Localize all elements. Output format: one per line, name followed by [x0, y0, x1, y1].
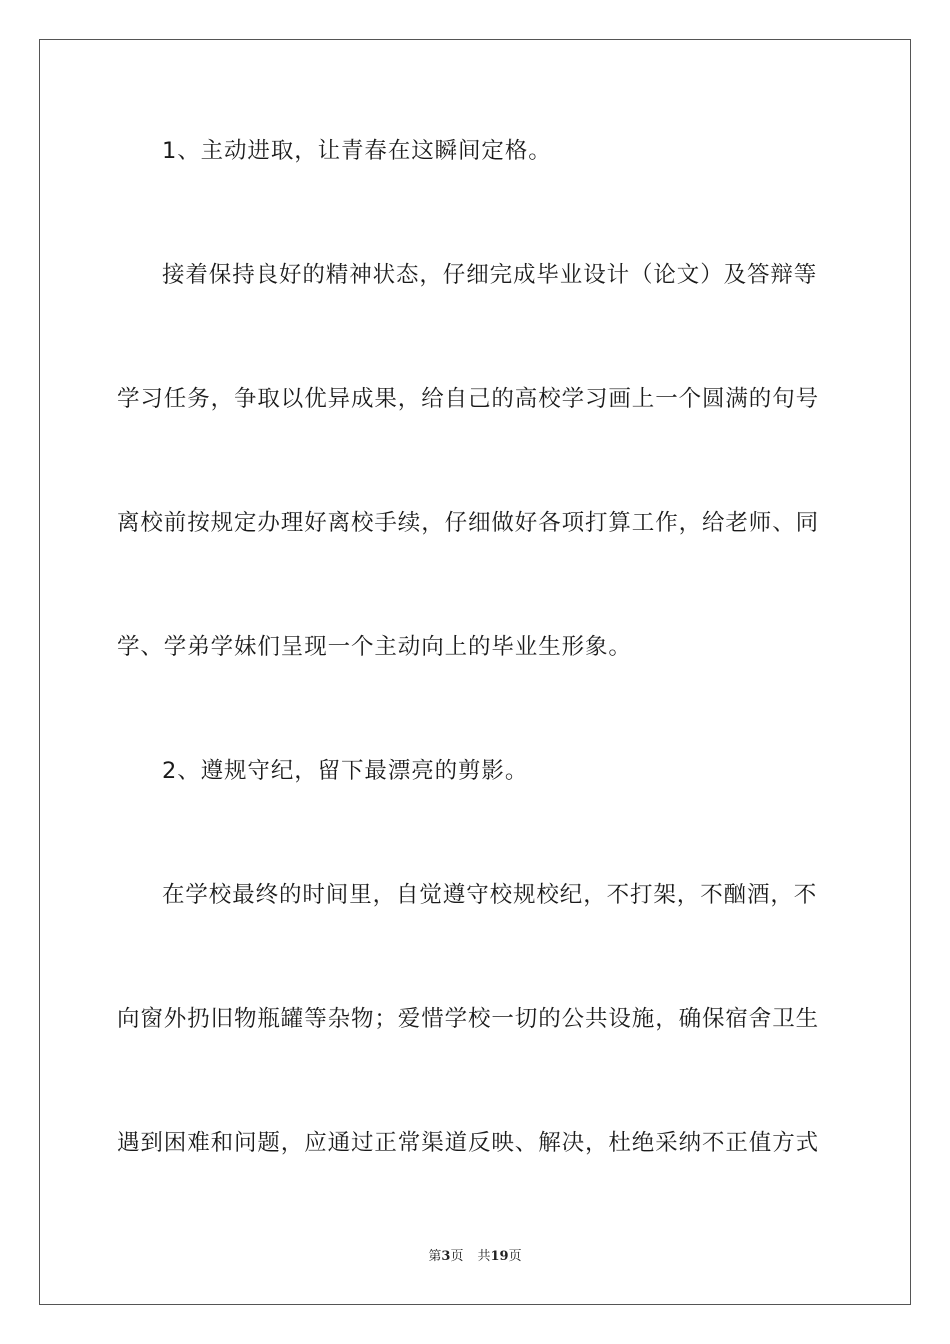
paragraph-line: 学习任务，争取以优异成果，给自己的高校学习画上一个圆满的句号: [117, 386, 820, 412]
section-heading-1: 1、主动进取，让青春在这瞬间定格。: [162, 138, 552, 164]
total-pages-number: 19: [490, 1249, 509, 1264]
paragraph-line: 遇到困难和问题，应通过正常渠道反映、解决，杜绝采纳不正值方式: [117, 1130, 820, 1156]
paragraph-line: 学、学弟学妹们呈现一个主动向上的毕业生形象。: [117, 634, 632, 660]
page-suffix: 页: [450, 1249, 464, 1264]
page-prefix: 第: [428, 1249, 442, 1264]
paragraph-line: 接着保持良好的精神状态，仔细完成毕业设计（论文）及答辩等: [162, 262, 818, 288]
current-page-number: 3: [441, 1249, 451, 1264]
paragraph-line: 离校前按规定办理好离校手续，仔细做好各项打算工作，给老师、同: [117, 510, 820, 536]
page-frame: [39, 39, 911, 1305]
total-suffix: 页: [508, 1249, 522, 1264]
paragraph-line: 在学校最终的时间里，自觉遵守校规校纪，不打架，不酗酒，不: [162, 882, 818, 908]
page-footer: [0, 1248, 950, 1266]
total-prefix: 共: [477, 1249, 491, 1264]
paragraph-line: 向窗外扔旧物瓶罐等杂物；爱惜学校一切的公共设施，确保宿舍卫生: [117, 1006, 820, 1032]
section-heading-2: 2、遵规守纪，留下最漂亮的剪影。: [162, 758, 529, 784]
